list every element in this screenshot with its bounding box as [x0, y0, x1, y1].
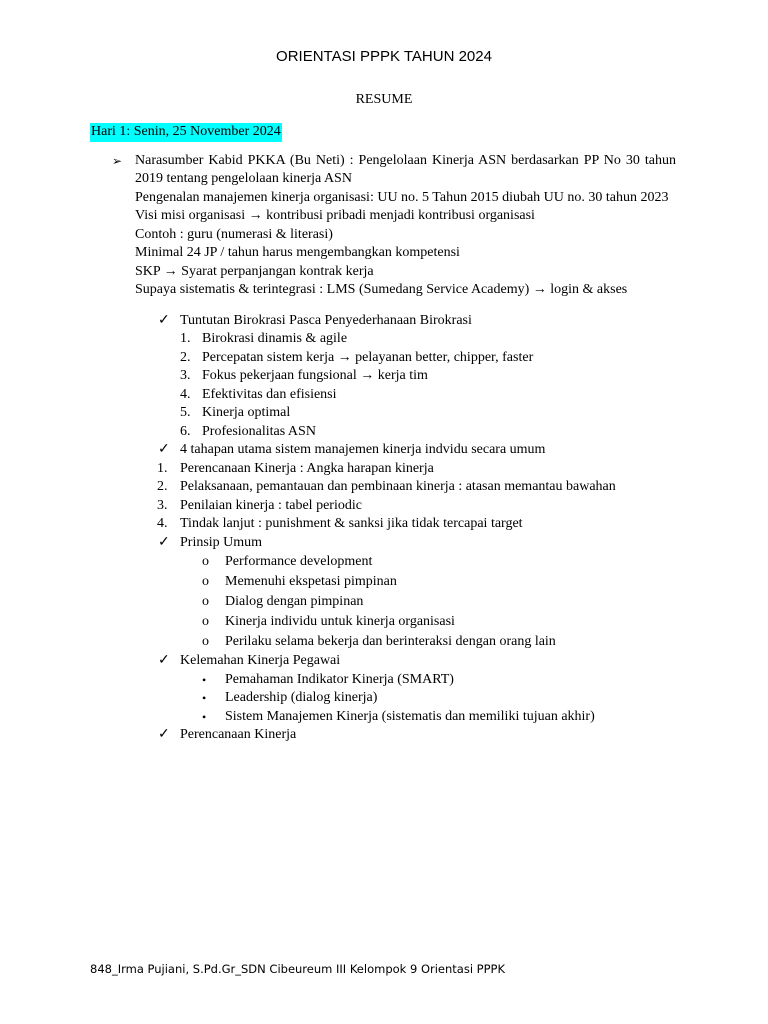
list-item: o Performance development [90, 552, 676, 572]
day-heading-row [90, 123, 676, 142]
page-footer: 848_Irma Pujiani, S.Pd.Gr_SDN Cibeureum III Kelompok 9 Orientasi PPPK [90, 962, 506, 976]
list-item: 2. Pelaksanaan, pemantauan dan pembinaan kinerja : atasan memantau bawahan [157, 479, 616, 494]
checkmark-icon: ✓ [158, 312, 170, 328]
day-heading: Hari 1: Senin, 25 November 2024 [90, 123, 282, 142]
list-item: o Kinerja individu untuk kinerja organisasi [90, 612, 676, 632]
list-item: o Memenuhi ekspetasi pimpinan [90, 572, 676, 592]
list-item: • Sistem Manajemen Kinerja (sistematis dan memiliki tujuan akhir) [90, 708, 676, 727]
list-item: 2. Percepatan sistem kerja → pelayanan better, chipper, faster [180, 349, 534, 365]
circle-bullet-icon: o [202, 594, 209, 609]
main-point-first: Narasumber Kabid PKKA (Bu Neti) : Pengelolaan Kinerja ASN berdasarkan PP No 30 tahun 2019 tentang pengelolaan kinerja ASN [135, 152, 676, 186]
list-item: 4. Efektivitas dan efisiensi [180, 386, 337, 402]
main-point-line: Visi misi organisasi → kontribusi pribadi menjadi kontribusi organisasi [135, 208, 535, 223]
main-point-line: Contoh : guru (numerasi & literasi) [135, 226, 333, 242]
main-point-line: Pengenalan manajemen kinerja organisasi: UU no. 5 Tahun 2015 diubah UU no. 30 tahun 2023 [135, 189, 669, 205]
section-heading: ✓ Kelemahan Kinerja Pegawai [90, 652, 676, 671]
checkmark-icon: ✓ [158, 727, 170, 742]
list-item: • Leadership (dialog kinerja) [90, 689, 676, 708]
list-item: o Perilaku selama bekerja dan berinteraksi dengan orang lain [90, 632, 676, 652]
main-point-line: Minimal 24 JP / tahun harus mengembangkan kompetensi [135, 245, 460, 260]
circle-bullet-icon: o [202, 554, 209, 569]
section-heading: ✓ Perencanaan Kinerja [90, 726, 676, 745]
list-item: 6. Profesionalitas ASN [180, 423, 316, 439]
section-heading: ✓ Tuntutan Birokrasi Pasca Penyederhanaan Birokrasi [90, 312, 676, 331]
section-heading: ✓ 4 tahapan utama sistem manajemen kinerja indvidu secara umum [90, 441, 676, 460]
dot-bullet-icon: • [202, 672, 207, 687]
list-item: 4. Tindak lanjut : punishment & sanksi jika tidak tercapai target [157, 516, 523, 531]
list-item: 5. Kinerja optimal [180, 405, 291, 420]
list-item: 3. Penilaian kinerja : tabel periodic [157, 497, 362, 513]
circle-bullet-icon: o [202, 634, 209, 649]
checkmark-icon: ✓ [158, 442, 170, 457]
arrow-bullet-icon: ➢ [112, 153, 123, 168]
main-point-line: Supaya sistematis & terintegrasi : LMS (Sumedang Service Academy) → login & akses [135, 282, 628, 297]
document-body [90, 123, 676, 745]
checkmark-icon: ✓ [158, 534, 170, 550]
circle-bullet-icon: o [202, 574, 209, 589]
list-item: 1. Birokrasi dinamis & agile [180, 331, 348, 346]
list-item: 3. Fokus pekerjaan fungsional → kerja tim [180, 368, 428, 383]
document-subtitle: RESUME [355, 92, 413, 107]
main-point-line: SKP → Syarat perpanjangan kontrak kerja [135, 263, 374, 279]
checkmark-icon: ✓ [158, 653, 170, 668]
circle-bullet-icon: o [202, 614, 209, 629]
list-item: 1. Perencanaan Kinerja : Angka harapan kinerja [157, 460, 434, 476]
document-title: ORIENTASI PPPK TAHUN 2024 [276, 48, 492, 65]
main-point [90, 152, 676, 300]
list-item: o Dialog dengan pimpinan [90, 592, 676, 612]
section-heading: ✓ Prinsip Umum [90, 534, 676, 553]
list-item: • Pemahaman Indikator Kinerja (SMART) [90, 671, 676, 690]
dot-bullet-icon: • [202, 709, 207, 724]
dot-bullet-icon: • [202, 691, 207, 705]
